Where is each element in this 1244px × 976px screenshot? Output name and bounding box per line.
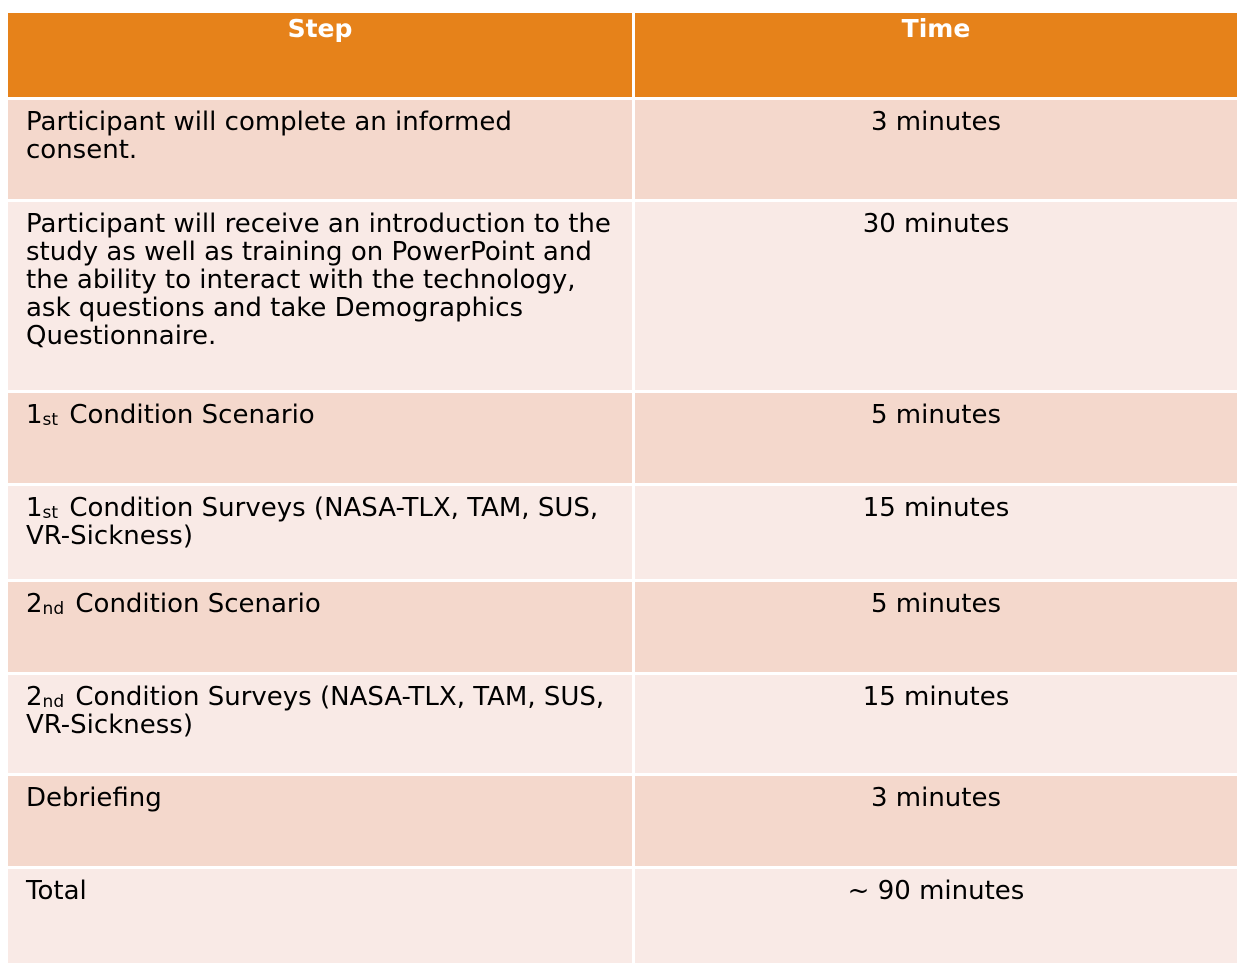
- step-cell: Participant will complete an informed consent.: [8, 100, 635, 202]
- table-header-row: [8, 13, 1237, 100]
- step-number: 1: [26, 493, 43, 523]
- step-cell: [8, 582, 635, 675]
- table-row: [8, 100, 1237, 202]
- step-ordinal: st: [42, 410, 59, 430]
- header-step: Step: [8, 13, 635, 100]
- time-cell: 30 minutes: [635, 202, 1237, 393]
- step-cell: [8, 675, 635, 776]
- step-ordinal: nd: [42, 692, 65, 712]
- step-cell: [8, 393, 635, 486]
- step-cell: Debriefing: [8, 776, 635, 869]
- time-cell: 3 minutes: [635, 100, 1237, 202]
- step-cell: Participant will receive an introduction to the study as well as training on PowerPoint and the ability to interact with the technology, ask questions and take Demographics Questionnaire.: [8, 202, 635, 393]
- time-cell: 15 minutes: [635, 675, 1237, 776]
- step-ordinal: nd: [42, 599, 65, 619]
- step-number: 2: [26, 589, 43, 619]
- time-cell: 3 minutes: [635, 776, 1237, 869]
- header-time: Time: [635, 13, 1237, 100]
- time-cell: 5 minutes: [635, 582, 1237, 675]
- table-row: [8, 486, 1237, 582]
- table-row: [8, 675, 1237, 776]
- step-text: Condition Scenario: [67, 589, 321, 619]
- time-cell: 15 minutes: [635, 486, 1237, 582]
- step-number: 2: [26, 682, 43, 712]
- step-cell: Total: [8, 869, 635, 963]
- step-ordinal: st: [42, 503, 59, 523]
- table-row: [8, 202, 1237, 393]
- step-text: Condition Surveys (NASA-TLX, TAM, SUS, VR-Sickness): [26, 493, 599, 551]
- step-text: Condition Surveys (NASA-TLX, TAM, SUS, VR-Sickness): [26, 682, 605, 740]
- time-cell: 5 minutes: [635, 393, 1237, 486]
- table-row: [8, 869, 1237, 963]
- study-schedule-table: [8, 13, 1237, 963]
- time-cell: ~ 90 minutes: [635, 869, 1237, 963]
- step-number: 1: [26, 400, 43, 430]
- table-row: [8, 393, 1237, 486]
- table-row: [8, 776, 1237, 869]
- step-cell: [8, 486, 635, 582]
- step-text: Condition Scenario: [61, 400, 315, 430]
- table-row: [8, 582, 1237, 675]
